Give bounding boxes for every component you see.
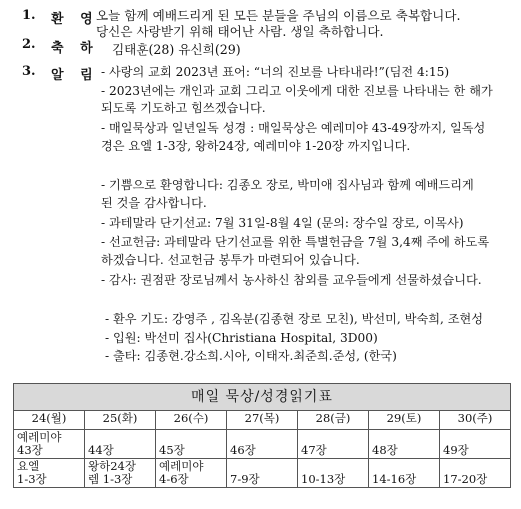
announcement-line: - 2023년에는 개인과 교회 그리고 이웃에게 대한 진보를 나타내는 한 해가	[101, 84, 493, 98]
day-cell: 30(주)	[440, 411, 511, 430]
cell-chapter: 1-3장	[17, 472, 47, 486]
meditation-cell	[369, 430, 440, 459]
cell-chapter: 44장	[88, 443, 114, 457]
announcement-line: 된 것을 감사합니다.	[101, 196, 207, 210]
birthday-text: 당신은 사랑받기 위해 태어난 사람. 생일 축하합니다.	[96, 24, 384, 39]
cell-chapter: 10-13장	[301, 472, 346, 486]
welcome-text: 오늘 함께 예배드리게 된 모든 분들을 주님의 이름으로 축복합니다.	[96, 8, 461, 23]
cell-chapter: 43장	[17, 443, 43, 457]
cell-chapter: 46장	[230, 443, 256, 457]
meditation-cell	[14, 430, 85, 459]
meditation-cell	[156, 430, 227, 459]
announcement-line: - 사랑의 교회 2023년 표어: “너의 진보를 나타내라!”(딤전 4:15)	[101, 65, 450, 79]
meditation-cell	[85, 430, 156, 459]
announcement-line: 되도록 기도하고 힘쓰겠습니다.	[101, 101, 266, 115]
reading-cell	[369, 459, 440, 488]
announcement-line: - 과테말라 단기선교: 7월 31일-8월 4일 (문의: 장수일 장로, 이목사)	[101, 216, 464, 230]
cell-book: 왕하24장	[88, 459, 136, 473]
section-number: 3.	[22, 64, 36, 79]
reading-cell	[440, 459, 511, 488]
cell-chapter: 7-9장	[230, 472, 260, 486]
reading-cell	[14, 459, 85, 488]
announcement-line: - 매일묵상과 일년일독 성경 : 매일묵상은 예레미야 43-49장까지, 일독성	[101, 121, 486, 135]
day-cell: 24(월)	[14, 411, 85, 430]
day-cell: 25(화)	[85, 411, 156, 430]
day-cell: 26(수)	[156, 411, 227, 430]
section-heading: 알 림	[51, 68, 99, 83]
cell-book: 요엘	[17, 459, 40, 473]
meditation-cell	[298, 430, 369, 459]
reading-cell	[156, 459, 227, 488]
cell-chapter: 렘 1-3장	[88, 472, 133, 486]
cell-chapter: 45장	[159, 443, 185, 457]
section-number: 1.	[22, 8, 36, 23]
announcement-line: - 기쁨으로 환영합니다: 김종오 장로, 박미애 집사님과 함께 예배드리게	[101, 178, 474, 192]
day-cell: 27(목)	[227, 411, 298, 430]
announcement-line: - 입원: 박선미 집사(Christiana Hospital, 3D00)	[105, 331, 378, 345]
cell-chapter: 48장	[372, 443, 398, 457]
day-cell: 29(토)	[369, 411, 440, 430]
meditation-cell	[227, 430, 298, 459]
reading-table-title: 매일 묵상/성경읽기표	[14, 384, 511, 411]
meditation-cell	[440, 430, 511, 459]
announcement-line: - 선교헌금: 과테말라 단기선교를 위한 특별헌금을 7월 3,4째 주에 하도록	[101, 235, 490, 249]
day-row	[14, 411, 511, 430]
cell-chapter: 47장	[301, 443, 327, 457]
cell-chapter: 4-6장	[159, 472, 189, 486]
reading-table	[13, 383, 511, 488]
section-heading: 환 영	[51, 12, 99, 27]
announcement-line: - 출타: 김종현.강소희.시아, 이태자.최준희.준성, (한국)	[105, 349, 397, 363]
cell-book: 예레미야	[17, 430, 62, 444]
cell-chapter: 49장	[443, 443, 469, 457]
announcement-line: - 환우 기도: 강영주 , 김옥분(김종현 장로 모친), 박선미, 박숙희, 조현성	[105, 312, 484, 326]
announcement-line: 경은 요엘 1-3장, 왕하24장, 예레미야 1-20장 까지입니다.	[101, 139, 411, 153]
reading-cell	[85, 459, 156, 488]
day-cell: 28(금)	[298, 411, 369, 430]
bible-reading-row	[14, 459, 511, 488]
section-heading: 축 하	[51, 41, 99, 56]
cell-chapter: 14-16장	[372, 472, 417, 486]
meditation-row	[14, 430, 511, 459]
announcement-line: - 감사: 권점판 장로님께서 농사하신 참외를 교우들에게 선물하셨습니다.	[101, 273, 482, 287]
birthday-names: 김태훈(28) 유신희(29)	[112, 42, 241, 57]
cell-chapter: 17-20장	[443, 472, 488, 486]
reading-cell	[298, 459, 369, 488]
announcement-line: 하겠습니다. 선교헌금 봉투가 마련되어 있습니다.	[101, 253, 360, 267]
reading-cell	[227, 459, 298, 488]
section-number: 2.	[22, 37, 36, 52]
cell-book: 예레미야	[159, 459, 204, 473]
